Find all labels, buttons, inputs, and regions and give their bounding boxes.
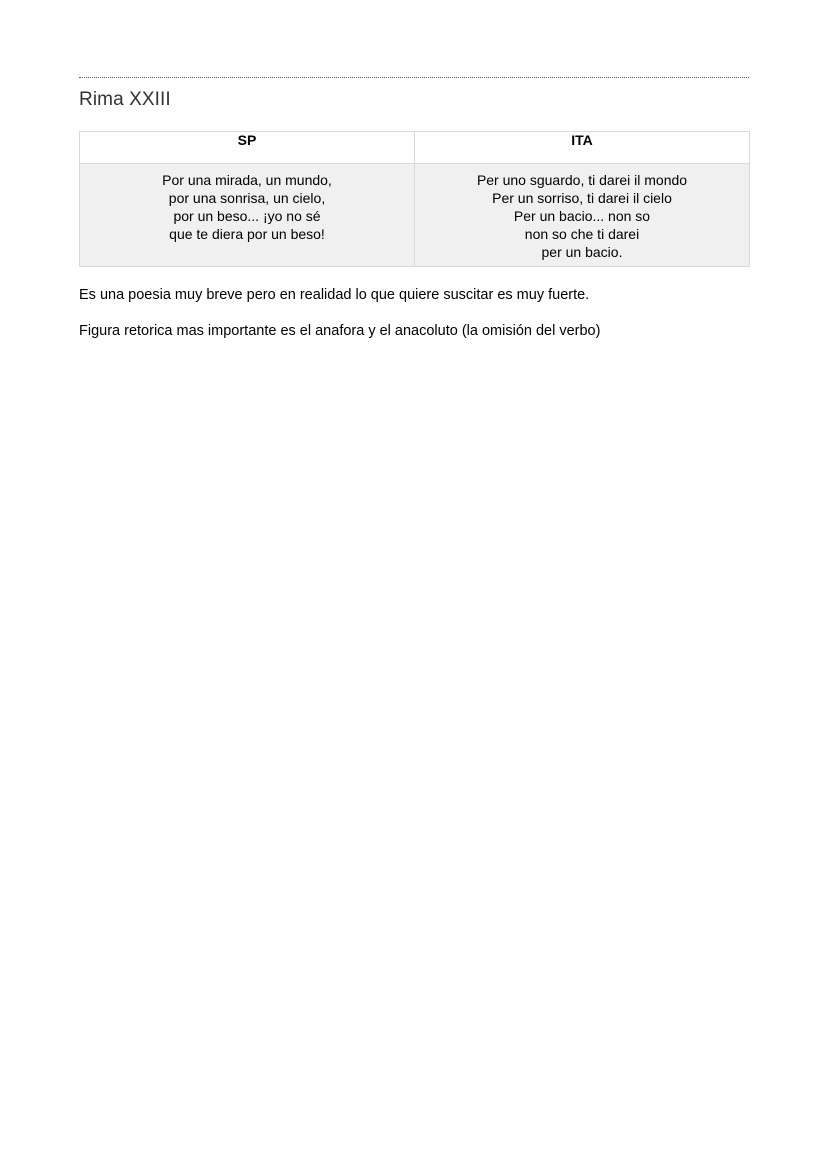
dotted-divider xyxy=(79,77,749,78)
table-header-row xyxy=(80,132,750,164)
poem-translation-table xyxy=(79,131,750,267)
verse-line: por una sonrisa, un cielo, xyxy=(168,190,326,206)
verse-line: Per un bacio... non so xyxy=(513,208,651,224)
verse-line: Por una mirada, un mundo, xyxy=(162,172,332,188)
verse-line: Per un sorriso, ti darei il cielo xyxy=(492,190,672,206)
spanish-verse-cell xyxy=(80,164,415,267)
table-row xyxy=(80,164,750,267)
verse-line: que te diera por un beso! xyxy=(169,226,325,242)
body-paragraph: Es una poesia muy breve pero en realidad lo que quiere suscitar es muy fuerte. xyxy=(79,287,590,303)
body-paragraph: Figura retorica mas importante es el anafora y el anacoluto (la omisión del verbo) xyxy=(79,323,601,339)
column-header-ita: ITA xyxy=(415,132,750,164)
verse-line: Per uno sguardo, ti darei il mondo xyxy=(476,172,688,188)
verse-line: non so che ti darei xyxy=(524,226,640,242)
verse-line: per un bacio. xyxy=(541,244,623,260)
verse-line: por un beso... ¡yo no sé xyxy=(173,208,321,224)
page-title: Rima XXIII xyxy=(79,89,171,110)
column-header-sp: SP xyxy=(80,132,415,164)
italian-verse-cell xyxy=(415,164,750,267)
